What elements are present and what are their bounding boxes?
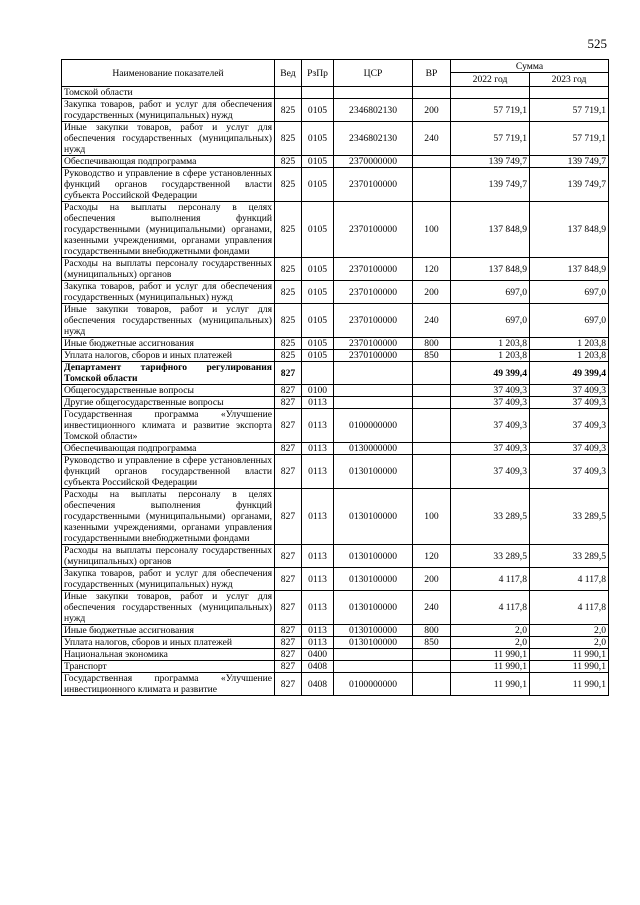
cell-name: Руководство и управление в сфере установленных функций органов государственной власти субъекта Российской Федерации bbox=[62, 168, 275, 202]
cell-2022: 37 409,3 bbox=[451, 397, 530, 409]
cell-csr: 0130000000 bbox=[334, 443, 413, 455]
cell-2022: 37 409,3 bbox=[451, 443, 530, 455]
cell-ved: 825 bbox=[275, 168, 302, 202]
cell-2023: 37 409,3 bbox=[530, 385, 609, 397]
cell-2023: 697,0 bbox=[530, 281, 609, 304]
cell-csr: 2370100000 bbox=[334, 338, 413, 350]
cell-csr: 0130100000 bbox=[334, 637, 413, 649]
cell-ved: 827 bbox=[275, 545, 302, 568]
cell-2023: 4 117,8 bbox=[530, 568, 609, 591]
table-row bbox=[62, 99, 609, 122]
cell-vr bbox=[413, 409, 451, 443]
cell-2022: 33 289,5 bbox=[451, 489, 530, 545]
cell-name: Уплата налогов, сборов и иных платежей bbox=[62, 350, 275, 362]
cell-csr bbox=[334, 649, 413, 661]
table-row bbox=[62, 168, 609, 202]
header-rzpr: РзПр bbox=[302, 60, 334, 87]
table-row bbox=[62, 362, 609, 385]
cell-ved: 827 bbox=[275, 673, 302, 696]
cell-name: Закупка товаров, работ и услуг для обеспечения государственных (муниципальных) нужд bbox=[62, 281, 275, 304]
cell-name: Закупка товаров, работ и услуг для обеспечения государственных (муниципальных) нужд bbox=[62, 99, 275, 122]
cell-vr: 850 bbox=[413, 350, 451, 362]
cell-2023: 11 990,1 bbox=[530, 661, 609, 673]
cell-2023 bbox=[530, 87, 609, 99]
cell-name: Транспорт bbox=[62, 661, 275, 673]
cell-vr bbox=[413, 443, 451, 455]
cell-csr: 0130100000 bbox=[334, 489, 413, 545]
cell-ved bbox=[275, 87, 302, 99]
cell-vr: 800 bbox=[413, 338, 451, 350]
cell-rzpr: 0113 bbox=[302, 568, 334, 591]
cell-2022: 11 990,1 bbox=[451, 661, 530, 673]
cell-2022: 57 719,1 bbox=[451, 122, 530, 156]
cell-csr bbox=[334, 397, 413, 409]
table-row bbox=[62, 385, 609, 397]
cell-2023: 137 848,9 bbox=[530, 202, 609, 258]
cell-name: Закупка товаров, работ и услуг для обеспечения государственных (муниципальных) нужд bbox=[62, 568, 275, 591]
cell-ved: 827 bbox=[275, 591, 302, 625]
cell-2023: 4 117,8 bbox=[530, 591, 609, 625]
table-row bbox=[62, 591, 609, 625]
table-row bbox=[62, 455, 609, 489]
cell-ved: 827 bbox=[275, 649, 302, 661]
cell-vr: 850 bbox=[413, 637, 451, 649]
cell-name: Руководство и управление в сфере установленных функций органов государственной власти субъекта Российской Федерации bbox=[62, 455, 275, 489]
cell-ved: 825 bbox=[275, 202, 302, 258]
table-row bbox=[62, 661, 609, 673]
cell-name: Иные бюджетные ассигнования bbox=[62, 625, 275, 637]
header-2023: 2023 год bbox=[530, 73, 609, 87]
cell-2022: 11 990,1 bbox=[451, 649, 530, 661]
cell-rzpr: 0113 bbox=[302, 591, 334, 625]
cell-ved: 827 bbox=[275, 489, 302, 545]
budget-table bbox=[61, 59, 609, 696]
cell-rzpr: 0105 bbox=[302, 99, 334, 122]
cell-2023: 37 409,3 bbox=[530, 409, 609, 443]
cell-rzpr: 0113 bbox=[302, 443, 334, 455]
table-row bbox=[62, 258, 609, 281]
cell-2022: 4 117,8 bbox=[451, 568, 530, 591]
header-csr: ЦСР bbox=[334, 60, 413, 87]
cell-ved: 827 bbox=[275, 397, 302, 409]
cell-rzpr: 0105 bbox=[302, 258, 334, 281]
cell-2022: 697,0 bbox=[451, 304, 530, 338]
cell-csr bbox=[334, 385, 413, 397]
table-row bbox=[62, 202, 609, 258]
table-row bbox=[62, 87, 609, 99]
cell-rzpr: 0408 bbox=[302, 673, 334, 696]
header-2022: 2022 год bbox=[451, 73, 530, 87]
cell-name: Расходы на выплаты персоналу в целях обеспечения выполнения функций государственными (муниципальными) органами, казенными учреждениями, органами управления государственными внебюджетными фондами bbox=[62, 202, 275, 258]
cell-ved: 827 bbox=[275, 661, 302, 673]
cell-name: Национальная экономика bbox=[62, 649, 275, 661]
cell-vr bbox=[413, 385, 451, 397]
cell-csr: 2370100000 bbox=[334, 258, 413, 281]
cell-2022: 11 990,1 bbox=[451, 673, 530, 696]
cell-vr: 240 bbox=[413, 591, 451, 625]
cell-rzpr: 0105 bbox=[302, 338, 334, 350]
cell-vr bbox=[413, 649, 451, 661]
cell-vr: 240 bbox=[413, 122, 451, 156]
cell-csr: 2346802130 bbox=[334, 122, 413, 156]
table-row bbox=[62, 304, 609, 338]
cell-vr: 200 bbox=[413, 99, 451, 122]
cell-2022: 139 749,7 bbox=[451, 156, 530, 168]
cell-name: Иные закупки товаров, работ и услуг для обеспечения государственных (муниципальных) нужд bbox=[62, 122, 275, 156]
cell-rzpr: 0113 bbox=[302, 397, 334, 409]
table-row bbox=[62, 649, 609, 661]
table-row bbox=[62, 122, 609, 156]
cell-vr bbox=[413, 87, 451, 99]
cell-name: Другие общегосударственные вопросы bbox=[62, 397, 275, 409]
table-row bbox=[62, 409, 609, 443]
cell-vr bbox=[413, 156, 451, 168]
cell-2023: 37 409,3 bbox=[530, 455, 609, 489]
cell-name: Расходы на выплаты персоналу государственных (муниципальных) органов bbox=[62, 545, 275, 568]
cell-name: Обеспечивающая подпрограмма bbox=[62, 156, 275, 168]
cell-rzpr: 0113 bbox=[302, 637, 334, 649]
cell-name: Департамент тарифного регулирования Томской области bbox=[62, 362, 275, 385]
cell-name: Государственная программа «Улучшение инвестиционного климата и развитие экспорта Томской области» bbox=[62, 409, 275, 443]
cell-ved: 825 bbox=[275, 281, 302, 304]
cell-2022 bbox=[451, 87, 530, 99]
cell-2023: 57 719,1 bbox=[530, 99, 609, 122]
table-row bbox=[62, 625, 609, 637]
cell-ved: 825 bbox=[275, 304, 302, 338]
cell-2023: 697,0 bbox=[530, 304, 609, 338]
cell-2023: 139 749,7 bbox=[530, 156, 609, 168]
cell-2023: 137 848,9 bbox=[530, 258, 609, 281]
cell-vr bbox=[413, 362, 451, 385]
cell-vr bbox=[413, 673, 451, 696]
cell-name: Обеспечивающая подпрограмма bbox=[62, 443, 275, 455]
cell-2023: 1 203,8 bbox=[530, 338, 609, 350]
cell-2022: 139 749,7 bbox=[451, 168, 530, 202]
cell-ved: 825 bbox=[275, 99, 302, 122]
table-row bbox=[62, 545, 609, 568]
cell-csr: 0100000000 bbox=[334, 409, 413, 443]
cell-rzpr: 0113 bbox=[302, 455, 334, 489]
cell-name: Иные закупки товаров, работ и услуг для обеспечения государственных (муниципальных) нужд bbox=[62, 304, 275, 338]
cell-csr bbox=[334, 362, 413, 385]
cell-ved: 827 bbox=[275, 625, 302, 637]
cell-rzpr: 0105 bbox=[302, 281, 334, 304]
cell-rzpr: 0105 bbox=[302, 156, 334, 168]
table-row bbox=[62, 397, 609, 409]
cell-2022: 2,0 bbox=[451, 637, 530, 649]
cell-ved: 825 bbox=[275, 338, 302, 350]
cell-csr: 2370100000 bbox=[334, 350, 413, 362]
table-row bbox=[62, 568, 609, 591]
header-ved: Вед bbox=[275, 60, 302, 87]
cell-name: Расходы на выплаты персоналу государственных (муниципальных) органов bbox=[62, 258, 275, 281]
cell-vr: 120 bbox=[413, 545, 451, 568]
cell-csr bbox=[334, 87, 413, 99]
cell-rzpr: 0105 bbox=[302, 202, 334, 258]
cell-ved: 827 bbox=[275, 568, 302, 591]
cell-csr: 2370100000 bbox=[334, 202, 413, 258]
cell-vr: 120 bbox=[413, 258, 451, 281]
cell-rzpr: 0400 bbox=[302, 649, 334, 661]
cell-rzpr: 0113 bbox=[302, 409, 334, 443]
table-row bbox=[62, 338, 609, 350]
cell-name: Иные закупки товаров, работ и услуг для обеспечения государственных (муниципальных) нужд bbox=[62, 591, 275, 625]
cell-ved: 827 bbox=[275, 443, 302, 455]
table-body bbox=[62, 87, 609, 696]
cell-2022: 137 848,9 bbox=[451, 258, 530, 281]
cell-name: Общегосударственные вопросы bbox=[62, 385, 275, 397]
cell-2022: 37 409,3 bbox=[451, 409, 530, 443]
cell-2022: 49 399,4 bbox=[451, 362, 530, 385]
cell-2023: 139 749,7 bbox=[530, 168, 609, 202]
cell-2023: 49 399,4 bbox=[530, 362, 609, 385]
cell-name: Иные бюджетные ассигнования bbox=[62, 338, 275, 350]
cell-csr: 2346802130 bbox=[334, 99, 413, 122]
cell-vr: 800 bbox=[413, 625, 451, 637]
cell-2022: 697,0 bbox=[451, 281, 530, 304]
cell-name: Томской области bbox=[62, 87, 275, 99]
cell-2023: 57 719,1 bbox=[530, 122, 609, 156]
cell-2023: 1 203,8 bbox=[530, 350, 609, 362]
cell-rzpr: 0113 bbox=[302, 545, 334, 568]
cell-2022: 37 409,3 bbox=[451, 385, 530, 397]
cell-2022: 37 409,3 bbox=[451, 455, 530, 489]
cell-2022: 137 848,9 bbox=[451, 202, 530, 258]
cell-ved: 827 bbox=[275, 637, 302, 649]
cell-2023: 33 289,5 bbox=[530, 489, 609, 545]
cell-ved: 825 bbox=[275, 350, 302, 362]
cell-rzpr: 0105 bbox=[302, 168, 334, 202]
page-number: 525 bbox=[587, 36, 607, 51]
cell-vr bbox=[413, 455, 451, 489]
table-row bbox=[62, 156, 609, 168]
cell-rzpr: 0408 bbox=[302, 661, 334, 673]
cell-2022: 57 719,1 bbox=[451, 99, 530, 122]
cell-2023: 37 409,3 bbox=[530, 443, 609, 455]
cell-2023: 2,0 bbox=[530, 625, 609, 637]
cell-2022: 1 203,8 bbox=[451, 338, 530, 350]
cell-csr: 2370100000 bbox=[334, 304, 413, 338]
cell-csr: 0130100000 bbox=[334, 568, 413, 591]
cell-vr: 100 bbox=[413, 202, 451, 258]
cell-csr bbox=[334, 661, 413, 673]
cell-vr bbox=[413, 397, 451, 409]
cell-vr: 200 bbox=[413, 568, 451, 591]
cell-rzpr bbox=[302, 362, 334, 385]
cell-ved: 825 bbox=[275, 156, 302, 168]
cell-name: Расходы на выплаты персоналу в целях обеспечения выполнения функций государственными (муниципальными) органами, казенными учреждениями, органами управления государственными внебюджетными фондами bbox=[62, 489, 275, 545]
cell-2022: 2,0 bbox=[451, 625, 530, 637]
header-vr: ВР bbox=[413, 60, 451, 87]
cell-2023: 33 289,5 bbox=[530, 545, 609, 568]
header-sum: Сумма bbox=[451, 60, 609, 73]
cell-rzpr: 0113 bbox=[302, 625, 334, 637]
cell-csr: 2370000000 bbox=[334, 156, 413, 168]
cell-vr bbox=[413, 661, 451, 673]
cell-ved: 827 bbox=[275, 455, 302, 489]
cell-csr: 2370100000 bbox=[334, 281, 413, 304]
cell-rzpr: 0105 bbox=[302, 304, 334, 338]
table-row bbox=[62, 673, 609, 696]
cell-vr: 100 bbox=[413, 489, 451, 545]
cell-ved: 825 bbox=[275, 122, 302, 156]
cell-2022: 33 289,5 bbox=[451, 545, 530, 568]
cell-rzpr: 0105 bbox=[302, 350, 334, 362]
cell-rzpr: 0100 bbox=[302, 385, 334, 397]
cell-vr: 200 bbox=[413, 281, 451, 304]
cell-rzpr: 0105 bbox=[302, 122, 334, 156]
table-row bbox=[62, 443, 609, 455]
cell-csr: 0130100000 bbox=[334, 591, 413, 625]
table-row bbox=[62, 350, 609, 362]
cell-csr: 0130100000 bbox=[334, 625, 413, 637]
cell-ved: 827 bbox=[275, 385, 302, 397]
table-row bbox=[62, 489, 609, 545]
cell-csr: 0130100000 bbox=[334, 545, 413, 568]
cell-rzpr bbox=[302, 87, 334, 99]
cell-csr: 0100000000 bbox=[334, 673, 413, 696]
cell-csr: 2370100000 bbox=[334, 168, 413, 202]
cell-ved: 827 bbox=[275, 362, 302, 385]
cell-ved: 825 bbox=[275, 258, 302, 281]
cell-2023: 11 990,1 bbox=[530, 673, 609, 696]
cell-name: Уплата налогов, сборов и иных платежей bbox=[62, 637, 275, 649]
cell-name: Государственная программа «Улучшение инвестиционного климата и развитие bbox=[62, 673, 275, 696]
cell-2022: 4 117,8 bbox=[451, 591, 530, 625]
cell-2022: 1 203,8 bbox=[451, 350, 530, 362]
cell-ved: 827 bbox=[275, 409, 302, 443]
table-row bbox=[62, 281, 609, 304]
header-name: Наименование показателей bbox=[62, 60, 275, 87]
cell-2023: 37 409,3 bbox=[530, 397, 609, 409]
cell-rzpr: 0113 bbox=[302, 489, 334, 545]
cell-2023: 11 990,1 bbox=[530, 649, 609, 661]
cell-vr bbox=[413, 168, 451, 202]
cell-vr: 240 bbox=[413, 304, 451, 338]
cell-csr: 0130100000 bbox=[334, 455, 413, 489]
cell-2023: 2,0 bbox=[530, 637, 609, 649]
table-row bbox=[62, 637, 609, 649]
